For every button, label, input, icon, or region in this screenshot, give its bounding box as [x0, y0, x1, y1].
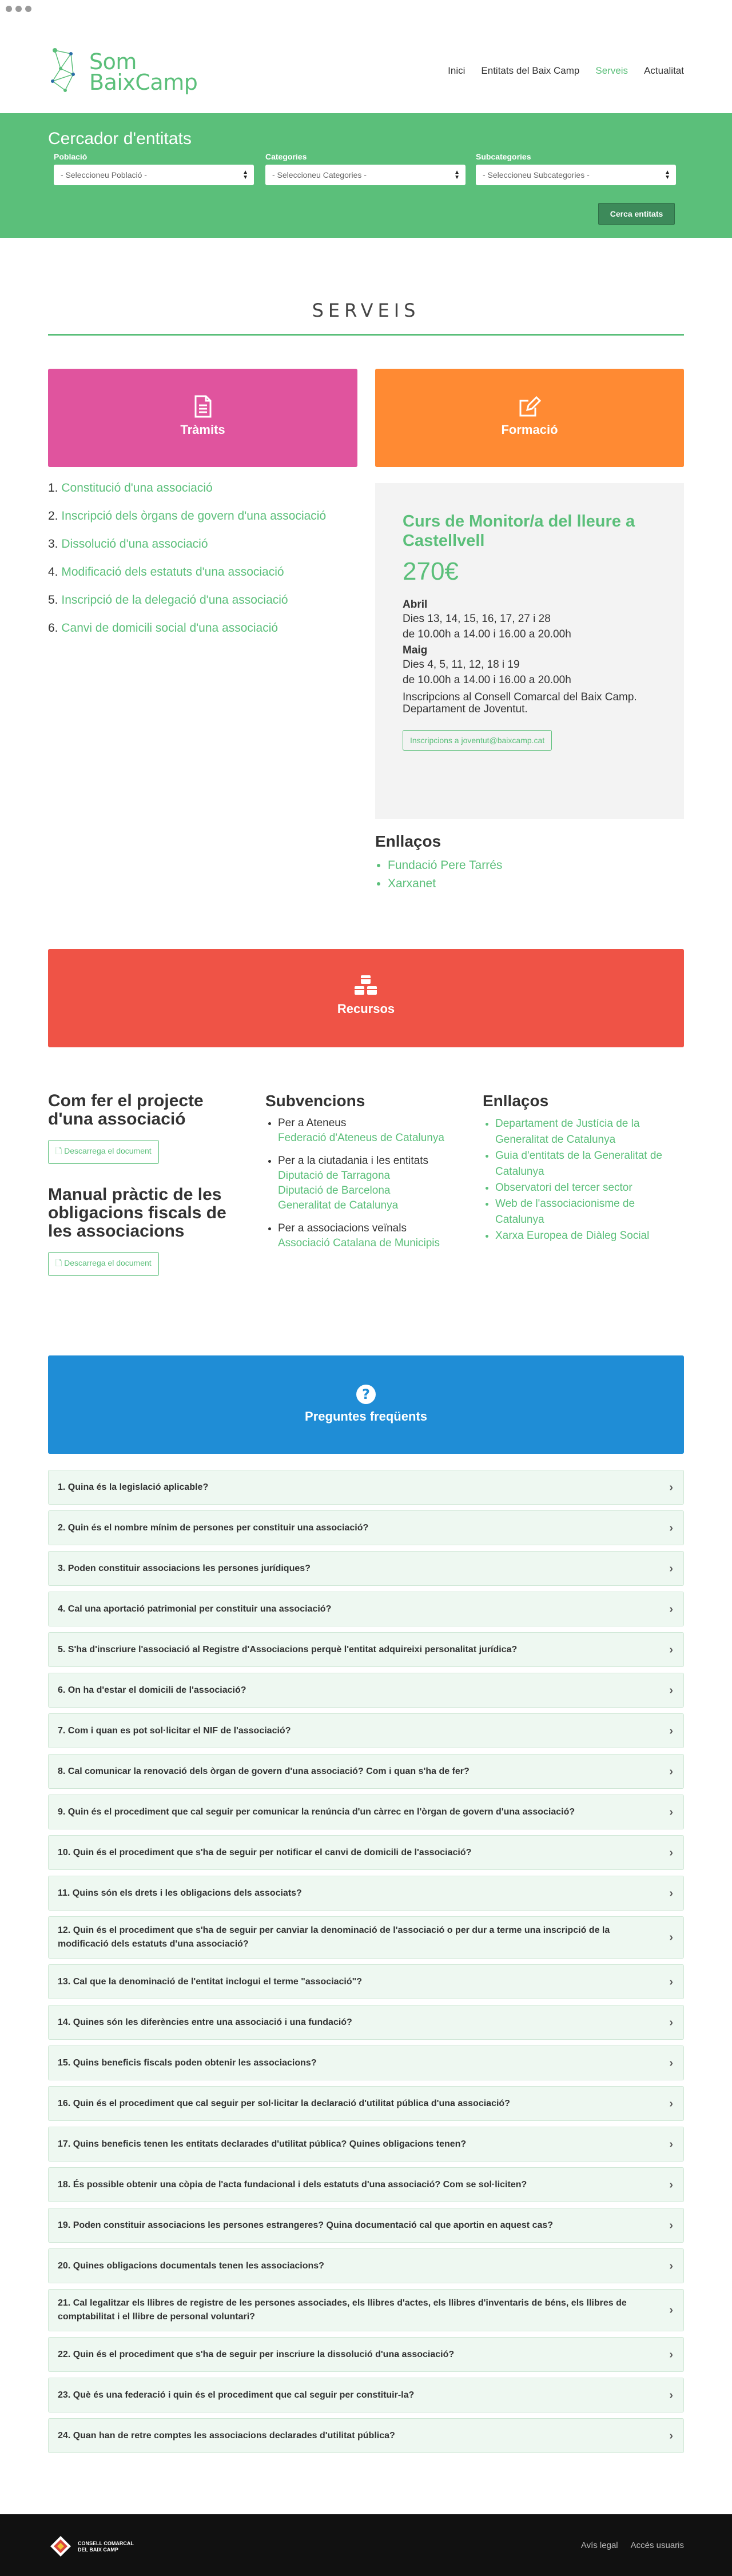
file-icon: 🗋 — [55, 1258, 65, 1267]
subsidy-link[interactable]: Diputació de Tarragona — [278, 1170, 391, 1182]
tramits-card[interactable] — [48, 369, 357, 467]
link-item[interactable]: • Fundació Pere Tarrés — [388, 856, 684, 875]
course-hours-may: de 10.00h a 14.00 i 16.00 a 20.00h — [403, 674, 571, 686]
formacio-card[interactable] — [375, 369, 684, 467]
faq-item[interactable] — [48, 2208, 684, 2243]
faq-question: 3. Poden constituir associacions les persones jurídiques? — [58, 1563, 311, 1573]
footer-logo[interactable] — [48, 2535, 140, 2558]
course-inscriptions: Inscripcions al Consell Comarcal del Baix Camp. Departament de Joventut. — [403, 691, 637, 715]
chevron-right-icon: › — [669, 2016, 673, 2029]
site-header — [0, 0, 732, 113]
links-list — [388, 856, 684, 893]
course-days-may: Dies 4, 5, 11, 12, 18 i 19 — [403, 659, 520, 671]
chevron-right-icon: › — [669, 1481, 673, 1494]
subsidy-item — [278, 1154, 466, 1213]
tramit-item[interactable] — [48, 593, 357, 621]
download-project-button[interactable] — [48, 1140, 159, 1164]
chevron-right-icon: › — [669, 1887, 673, 1900]
chevron-right-icon: › — [669, 2429, 673, 2442]
subsidies-list — [278, 1116, 466, 1251]
tramit-link[interactable]: Dissolució d'una associació — [61, 537, 208, 551]
svg-text:?: ? — [362, 1386, 370, 1402]
tramits-label: Tràmits — [180, 422, 225, 437]
course-month-may: Maig — [403, 644, 428, 656]
project-title: Com fer el projecte d'una associació — [48, 1091, 204, 1129]
faq-question: 12. Quin és el procediment que s'ha de seguir per canviar la denominació de l'associació o per dur a terme una inscripció de la modificació dels estatuts d'una associació? — [58, 1925, 610, 1949]
subcategories-value: - Seleccioneu Subcategories - — [483, 170, 590, 180]
faq-question: 19. Poden constituir associacions les persones estrangeres? Quina documentació cal que aportin en aquest cas? — [58, 2220, 554, 2230]
resource-link[interactable]: • Departament de Justícia de la Generalitat de Catalunya — [495, 1116, 684, 1148]
subcategories-label: Subcategories — [476, 152, 531, 161]
faq-question: 16. Quin és el procediment que cal seguir per sol·licitar la declaració d'utilitat pública d'una associació? — [58, 2098, 510, 2108]
cubes-icon — [353, 974, 379, 997]
chevron-right-icon: › — [669, 1562, 673, 1575]
faq-question: 18. És possible obtenir una còpia de l'acta fundacional i dels estatuts d'una associació? Com se sol·liciten? — [58, 2179, 527, 2190]
faq-item[interactable] — [48, 2086, 684, 2121]
tramits-list — [48, 481, 357, 649]
formacio-label: Formació — [501, 422, 558, 437]
chevron-right-icon: › — [669, 1684, 673, 1697]
faq-question: 15. Quins beneficis fiscals poden obtenir les associacions? — [58, 2057, 317, 2068]
nav-entitats[interactable]: Entitats del Baix Camp — [481, 65, 580, 76]
tramit-link[interactable]: Inscripció dels òrgans de govern d'una associació — [61, 509, 327, 523]
logo-text-line1: Som — [89, 49, 137, 74]
categories-value: - Seleccioneu Categories - — [272, 170, 367, 180]
subsidy-link[interactable]: Federació d'Ateneus de Catalunya — [278, 1132, 444, 1144]
poblacio-select[interactable] — [54, 165, 254, 185]
course-email-button[interactable]: Inscripcions a joventut@baixcamp.cat — [403, 730, 552, 751]
faq-question: 23. Què és una federació i quin és el procediment que cal seguir per constituir-la? — [58, 2390, 415, 2400]
resource-link[interactable]: • Xarxa Europea de Diàleg Social — [495, 1228, 684, 1244]
chevron-right-icon: › — [669, 2056, 673, 2069]
tramit-link[interactable]: Constitució d'una associació — [61, 481, 213, 495]
tramit-number: 1. — [48, 481, 62, 495]
chevron-right-icon: › — [669, 2259, 673, 2272]
footer-links — [581, 2541, 684, 2550]
nav-actualitat[interactable]: Actualitat — [644, 65, 684, 76]
faq-question: 7. Com i quan es pot sol·licitar el NIF de l'associació? — [58, 1725, 291, 1736]
faq-item[interactable] — [48, 2005, 684, 2040]
logo-text-line2: BaixCamp — [89, 70, 198, 95]
faq-item[interactable] — [48, 2337, 684, 2372]
select-arrows-icon: ▲ ▼ — [242, 169, 248, 181]
resource-link[interactable]: • Guia d'entitats de la Generalitat de Catalunya — [495, 1148, 684, 1180]
course-days-april: Dies 13, 14, 15, 16, 17, 27 i 28 — [403, 613, 551, 625]
subsidy-text: Per a la ciutadania i les entitats — [278, 1155, 428, 1167]
tramit-link[interactable]: Canvi de domicili social d'una associació — [61, 621, 279, 635]
categories-select[interactable] — [265, 165, 466, 185]
subsidy-item — [278, 1116, 466, 1146]
chevron-right-icon: › — [669, 2138, 673, 2151]
subcategories-select[interactable] — [476, 165, 676, 185]
resource-link[interactable]: • Observatori del tercer sector — [495, 1180, 684, 1196]
categories-field — [265, 152, 466, 185]
documents-column — [48, 1092, 248, 1276]
edit-icon — [518, 395, 541, 418]
chevron-right-icon: › — [669, 2097, 673, 2110]
faq-question: 8. Cal comunicar la renovació dels òrgan de govern d'una associació? Com i quan s'ha de fer? — [58, 1766, 470, 1776]
chevron-right-icon: › — [669, 1805, 673, 1819]
chevron-right-icon: › — [669, 1975, 673, 1988]
chevron-right-icon: › — [669, 1765, 673, 1778]
manual-title: Manual pràctic de les obligacions fiscals de les associacions — [48, 1185, 226, 1241]
subsidy-item — [278, 1221, 466, 1251]
user-access-link[interactable]: Accés usuaris — [630, 2541, 684, 2550]
faq-question: 10. Quin és el procediment que s'ha de seguir per notificar el canvi de domicili de l'associació? — [58, 1847, 472, 1857]
faq-card[interactable] — [48, 1355, 684, 1454]
faq-item[interactable] — [48, 2248, 684, 2283]
download-label: Descarrega el document — [64, 1146, 152, 1155]
main-nav — [448, 65, 684, 77]
course-price: 270€ — [403, 557, 459, 585]
chevron-right-icon: › — [669, 2388, 673, 2402]
subsidy-link[interactable]: Associació Catalana de Municipis — [278, 1237, 440, 1249]
poblacio-field — [54, 152, 254, 185]
tramit-link[interactable]: Inscripció de la delegació d'una associació — [61, 593, 288, 607]
resource-links-list — [495, 1116, 684, 1244]
faq-item[interactable] — [48, 1592, 684, 1626]
poblacio-value: - Seleccioneu Població - — [61, 170, 147, 180]
links-section — [375, 832, 684, 893]
tramit-number: 2. — [48, 509, 62, 523]
tramit-item[interactable] — [48, 509, 357, 537]
chevron-right-icon: › — [669, 1521, 673, 1534]
subsidy-text: Per a associacions veïnals — [278, 1222, 407, 1234]
nav-serveis[interactable]: Serveis — [595, 65, 628, 76]
faq-item[interactable] — [48, 2167, 684, 2202]
faq-item[interactable] — [48, 1551, 684, 1586]
poblacio-label: Població — [54, 152, 87, 161]
faq-item[interactable] — [48, 1795, 684, 1829]
section-divider — [48, 334, 684, 336]
faq-item[interactable] — [48, 1470, 684, 1505]
subsidy-text: Per a Ateneus — [278, 1117, 347, 1129]
tramit-link[interactable]: Modificació dels estatuts d'una associació — [61, 565, 284, 579]
faq-item[interactable] — [48, 1876, 684, 1911]
chevron-right-icon: › — [669, 2348, 673, 2361]
services-title: SERVEIS — [312, 300, 420, 321]
faq-question: 2. Quin és el nombre mínim de persones per constituir una associació? — [58, 1522, 369, 1533]
site-logo[interactable] — [48, 46, 197, 95]
chevron-right-icon: › — [669, 1846, 673, 1859]
download-label: Descarrega el document — [64, 1258, 152, 1267]
resource-links-column — [483, 1092, 684, 1244]
faq-item[interactable] — [48, 1916, 684, 1959]
tramit-number: 3. — [48, 537, 62, 551]
resource-link[interactable]: • Web de l'associacionisme de Catalunya — [495, 1196, 684, 1228]
chevron-right-icon: › — [669, 2219, 673, 2232]
course-box — [375, 483, 684, 819]
subsidy-link[interactable]: Generalitat de Catalunya — [278, 1199, 399, 1211]
faq-item[interactable] — [48, 1835, 684, 1870]
tramit-item[interactable] — [48, 537, 357, 565]
faq-question: 21. Cal legalitzar els llibres de registre de les persones associades, els llibres d'actes, els llibres d'inventaris de béns, els llibres de comptabilitat i el llibre de personal voluntari? — [58, 2298, 627, 2322]
legal-notice-link[interactable]: Avís legal — [580, 2541, 618, 2550]
faq-question: 4. Cal una aportació patrimonial per constituir una associació? — [58, 1604, 332, 1614]
footer-logo-text: CONSELL COMARCAL DEL BAIX CAMP — [78, 2541, 134, 2553]
question-circle-icon — [356, 1384, 376, 1405]
tramit-item[interactable] — [48, 565, 357, 593]
subsidies-title: Subvencions — [265, 1092, 365, 1110]
recursos-label: Recursos — [337, 1002, 395, 1016]
links-title: Enllaços — [375, 832, 441, 850]
course-month-april: Abril — [403, 599, 428, 611]
faq-question: 17. Quins beneficis tenen les entitats declarades d'utilitat pública? Quines obligacions tenen? — [58, 2139, 467, 2149]
faq-item[interactable] — [48, 1632, 684, 1667]
subsidies-column — [265, 1092, 466, 1259]
faq-item[interactable] — [48, 2289, 684, 2331]
resource-links-title: Enllaços — [483, 1092, 549, 1110]
chevron-right-icon: › — [669, 1602, 673, 1616]
document-icon — [194, 395, 212, 418]
faq-item[interactable] — [48, 2127, 684, 2162]
faq-item[interactable] — [48, 2378, 684, 2412]
subcategories-field — [476, 152, 676, 185]
tramit-number: 5. — [48, 593, 62, 607]
link-item[interactable]: • Xarxanet — [388, 875, 684, 893]
nav-inici[interactable]: Inici — [448, 65, 466, 76]
faq-item[interactable] — [48, 1754, 684, 1789]
tramit-item[interactable] — [48, 481, 357, 509]
faq-item[interactable] — [48, 2418, 684, 2453]
recursos-card[interactable] — [48, 949, 684, 1047]
chevron-right-icon: › — [669, 2178, 673, 2191]
entity-search — [0, 113, 732, 238]
faq-item[interactable] — [48, 1673, 684, 1708]
select-arrows-icon: ▲ ▼ — [665, 169, 670, 181]
tramit-number: 4. — [48, 565, 62, 579]
faq-question: 14. Quines són les diferències entre una associació i una fundació? — [58, 2017, 352, 2027]
faq-question: 24. Quan han de retre comptes les associacions declarades d'utilitat pública? — [58, 2430, 395, 2441]
council-shield-icon — [48, 2535, 73, 2558]
course-title: Curs de Monitor/a del lleure a Castellvell — [403, 512, 635, 550]
site-footer — [0, 2514, 732, 2576]
chevron-right-icon: › — [669, 1724, 673, 1737]
tramit-number: 6. — [48, 621, 62, 635]
faq-label: Preguntes freqüents — [305, 1409, 427, 1423]
faq-item[interactable] — [48, 1713, 684, 1748]
faq-question: 6. On ha d'estar el domicili de l'associació? — [58, 1685, 246, 1695]
chevron-right-icon: › — [669, 1643, 673, 1656]
faq-question: 1. Quina és la legislació aplicable? — [58, 1482, 209, 1492]
subsidy-link[interactable]: Diputació de Barcelona — [278, 1185, 391, 1197]
chevron-right-icon: › — [669, 1931, 673, 1944]
categories-label: Categories — [265, 152, 307, 161]
faq-question: 20. Quines obligacions documentals tenen les associacions? — [58, 2260, 324, 2271]
faq-list — [48, 1470, 684, 2459]
logo-text — [89, 51, 197, 93]
file-icon: 🗋 — [55, 1146, 65, 1155]
faq-question: 11. Quins són els drets i les obligacions dels associats? — [58, 1888, 302, 1898]
faq-item[interactable] — [48, 2045, 684, 2080]
course-hours-april: de 10.00h a 14.00 i 16.00 a 20.00h — [403, 628, 571, 640]
tramit-item[interactable] — [48, 621, 357, 649]
faq-item[interactable] — [48, 1510, 684, 1545]
faq-question: 22. Quin és el procediment que s'ha de seguir per inscriure la dissolució d'una associació? — [58, 2349, 455, 2359]
select-arrows-icon: ▲ ▼ — [454, 169, 460, 181]
search-button[interactable]: Cerca entitats — [598, 203, 675, 225]
faq-item[interactable] — [48, 1964, 684, 1999]
faq-question: 9. Quin és el procediment que cal seguir per comunicar la renúncia d'un càrrec en l'òrgan de govern d'una associació? — [58, 1807, 575, 1817]
faq-question: 13. Cal que la denominació de l'entitat inclogui el terme "associació"? — [58, 1976, 363, 1987]
faq-question: 5. S'ha d'inscriure l'associació al Registre d'Associacions perquè l'entitat adquireixi personalitat jurídica? — [58, 1644, 518, 1654]
chevron-right-icon: › — [669, 2304, 673, 2316]
logo-network-icon — [48, 46, 94, 95]
download-manual-button[interactable] — [48, 1252, 159, 1276]
search-title: Cercador d'entitats — [48, 129, 192, 148]
